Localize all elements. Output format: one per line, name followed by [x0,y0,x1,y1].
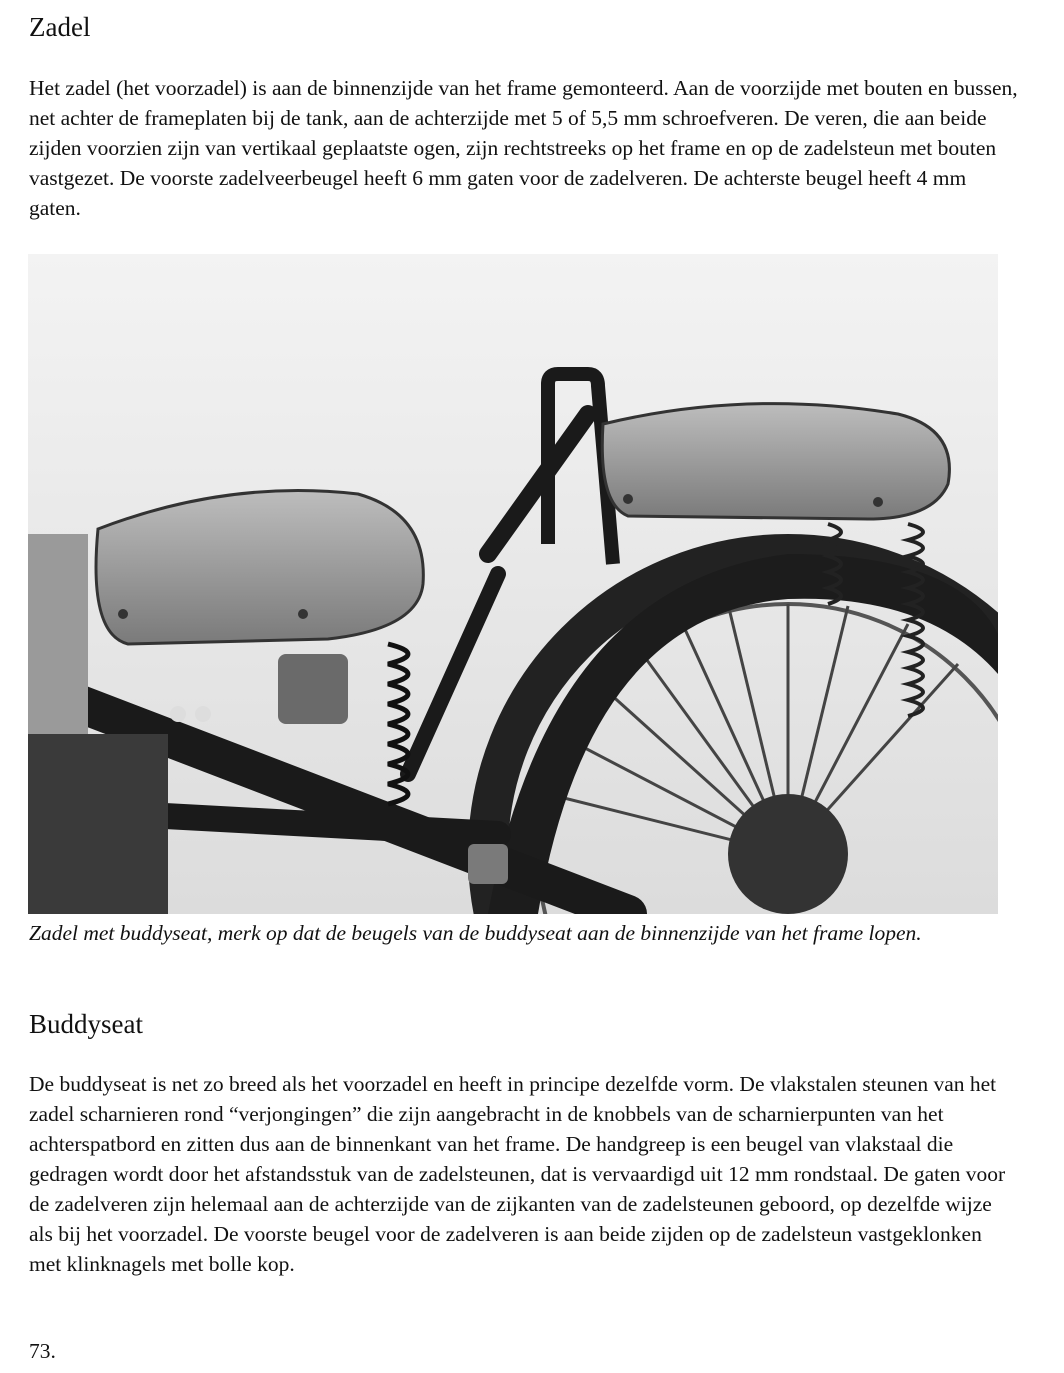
buddyseat [602,404,949,519]
paragraph-zadel: Het zadel (het voorzadel) is aan de binnenzijde van het frame gemonteerd. Aan de voorzijde met bouten en bussen, net achter de frameplaten bij de tank, aan de achterzijde met 5 of 5,5 mm schroefveren. De veren, die aan beide zijden voorzien zijn van vertikaal geplaatste ogen, zijn rechtstreeks op het frame en op de zadelsteun met bouten vastgezet. De voorste zadelveerbeugel heeft 6 mm gaten voor de zadelveren. De achterste beugel heeft 4 mm gaten. [29,76,1018,220]
motorcycle-seat-photo [28,254,998,914]
paragraph-buddyseat: De buddyseat is net zo breed als het voorzadel en heeft in principe dezelfde vorm. De vlakstalen steunen van het zadel scharnieren rond “verjongingen” die zijn aangebracht in de knobbels van de scharnierpunten van het achterspatbord en zitten dus aan de binnenkant van het frame. De handgreep is een beugel van vlakstaal die gedragen wordt door het afstandsstuk van de zadelsteunen, dat is vervaardigd uit 12 mm rondstaal. De gaten voor de zadelveren zijn helemaal aan de achterzijde van de zijkanten van de zadelsteunen geboord, op dezelfde wijze als bij het voorzadel. De voorste beugel voor de zadelveren is aan beide zijden op de zadelsteun vastgeklonken met klinknagels met bolle kop. [29,1072,1006,1276]
front-seat [96,491,423,644]
page-number: 73. [29,1339,56,1363]
section-heading-buddyseat: Buddyseat [29,1009,143,1039]
figure-caption: Zadel met buddyseat, merk op dat de beugels van de buddyseat aan de binnenzijde van het frame lopen. [29,921,922,945]
section-heading-zadel: Zadel [29,12,91,42]
